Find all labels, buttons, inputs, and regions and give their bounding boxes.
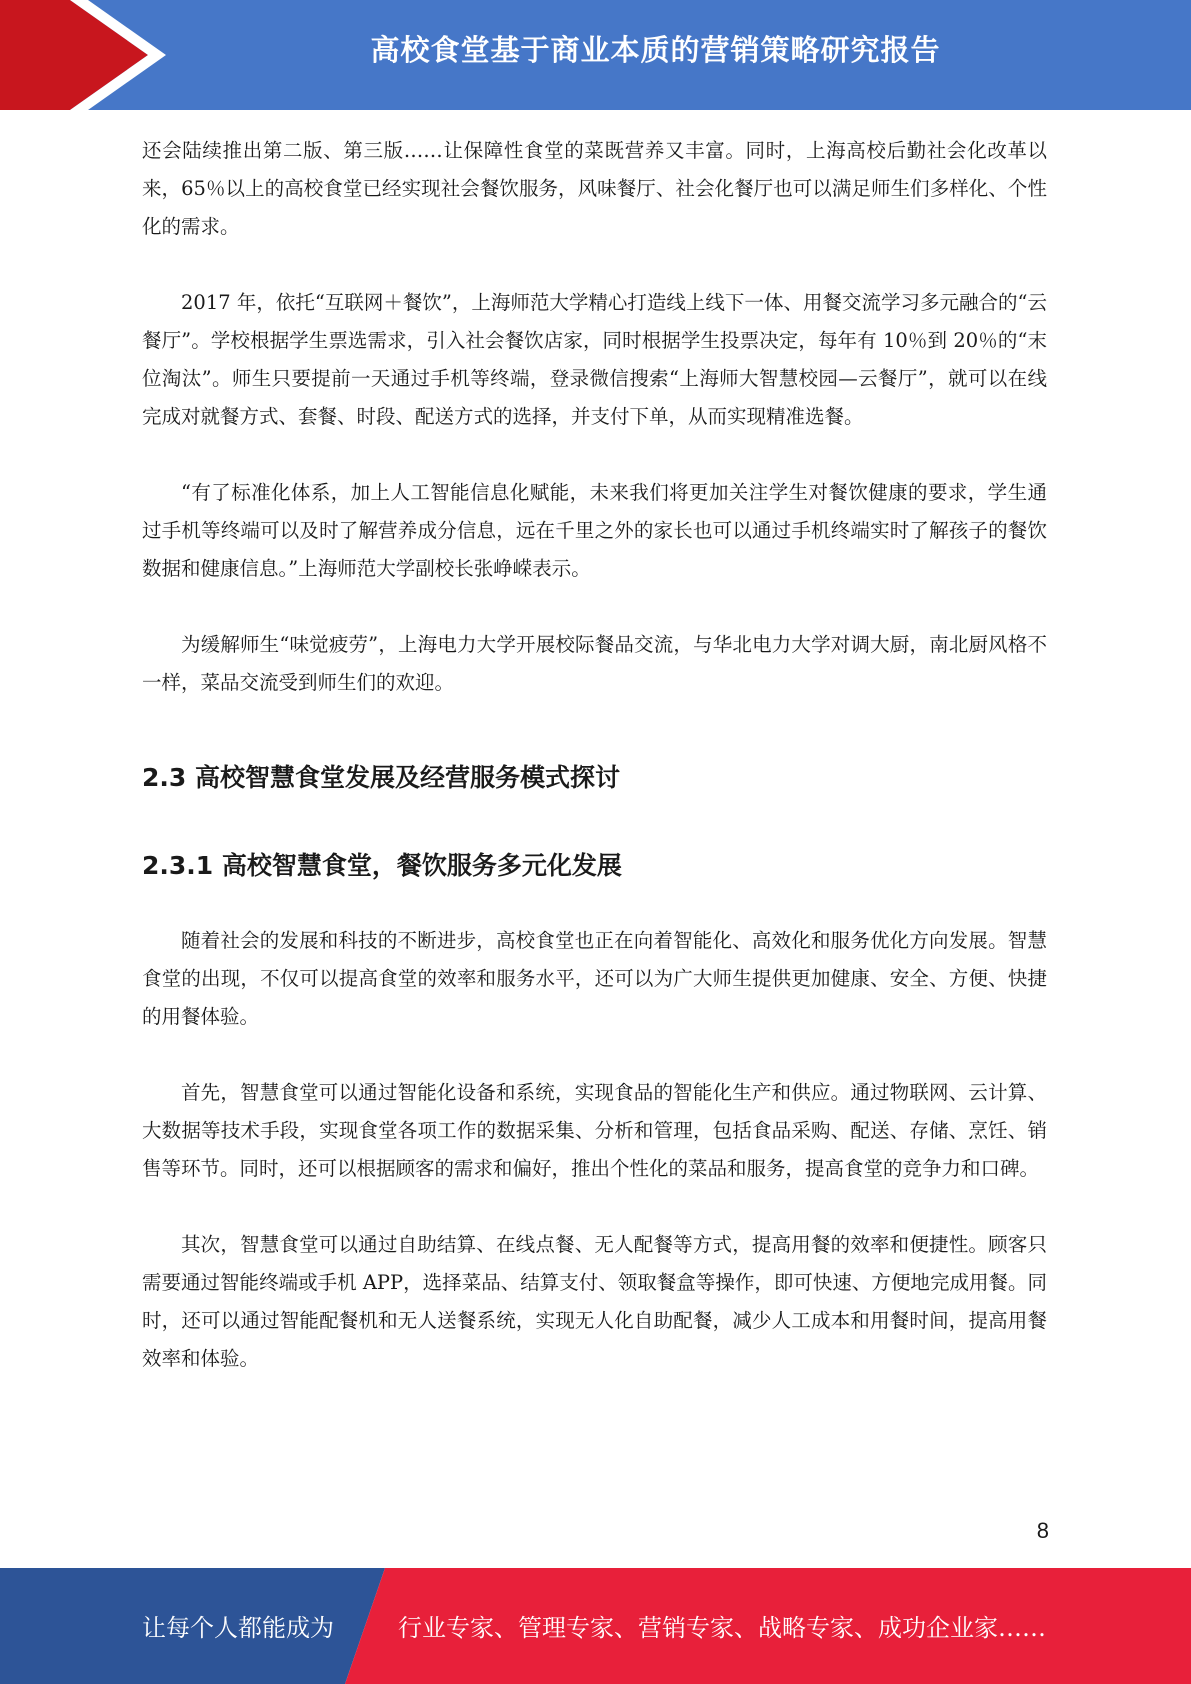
footer-slogan-right: 行业专家、管理专家、营销专家、战略专家、成功企业家…… — [398, 1614, 1046, 1642]
paragraph: 随着社会的发展和科技的不断进步，高校食堂也正在向着智能化、高效化和服务优化方向发展。智慧食堂的出现，不仅可以提高食堂的效率和服务水平，还可以为广大师生提供更加健康、安全、方便、快捷的用餐体验。 — [142, 929, 1047, 1028]
header-title: 高校食堂基于商业本质的营销策略研究报告 — [370, 33, 941, 67]
paragraph: 为缓解师生“味觉疲劳”，上海电力大学开展校际餐品交流，与华北电力大学对调大厨，南北厨风格不一样，菜品交流受到师生们的欢迎。 — [142, 633, 1047, 694]
paragraph: 2017 年，依托“互联网＋餐饮”，上海师范大学精心打造线上线下一体、用餐交流学习多元融合的“云餐厅”。学校根据学生票选需求，引入社会餐饮店家，同时根据学生投票决定，每年有 10％到 20％的“末位淘汰”。师生只要提前一天通过手机等终端，登录微信搜索“上海师大智慧校园—云餐厅”，就可以在线完成对就餐方式、套餐、时段、配送方式的选择，并支付下单，从而实现精准选餐。 — [142, 291, 1047, 428]
paragraph: 其次，智慧食堂可以通过自助结算、在线点餐、无人配餐等方式，提高用餐的效率和便捷性。顾客只需要通过智能终端或手机 APP，选择菜品、结算支付、领取餐盒等操作，即可快速、方便地完成用餐。同时，还可以通过智能配餐机和无人送餐系统，实现无人化自助配餐，减少人工成本和用餐时间，提高用餐效率和体验。 — [142, 1233, 1047, 1370]
paragraph: 首先，智慧食堂可以通过智能化设备和系统，实现食品的智能化生产和供应。通过物联网、云计算、大数据等技术手段，实现食堂各项工作的数据采集、分析和管理，包括食品采购、配送、存储、烹饪、销售等环节。同时，还可以根据顾客的需求和偏好，推出个性化的菜品和服务，提高食堂的竞争力和口碑。 — [142, 1081, 1047, 1180]
page-header — [0, 0, 1191, 110]
paragraph: 还会陆续推出第二版、第三版……让保障性食堂的菜既营养又丰富。同时，上海高校后勤社会化改革以来，65％以上的高校食堂已经实现社会餐饮服务，风味餐厅、社会化餐厅也可以满足师生们多样化、个性化的需求。 — [142, 139, 1047, 238]
section-heading: 2.3 高校智慧食堂发展及经营服务模式探讨 — [142, 763, 620, 792]
page-footer — [0, 1568, 1191, 1684]
page-number: 8 — [1036, 1518, 1049, 1543]
subsection-heading: 2.3.1 高校智慧食堂，餐饮服务多元化发展 — [142, 851, 622, 880]
paragraph: “有了标准化体系，加上人工智能信息化赋能，未来我们将更加关注学生对餐饮健康的要求，学生通过手机等终端可以及时了解营养成分信息，远在千里之外的家长也可以通过手机终端实时了解孩子的餐饮数据和健康信息。”上海师范大学副校长张峥嵘表示。 — [142, 481, 1047, 580]
footer-slogan-left: 让每个人都能成为 — [142, 1614, 334, 1642]
document-body — [142, 132, 1047, 1416]
